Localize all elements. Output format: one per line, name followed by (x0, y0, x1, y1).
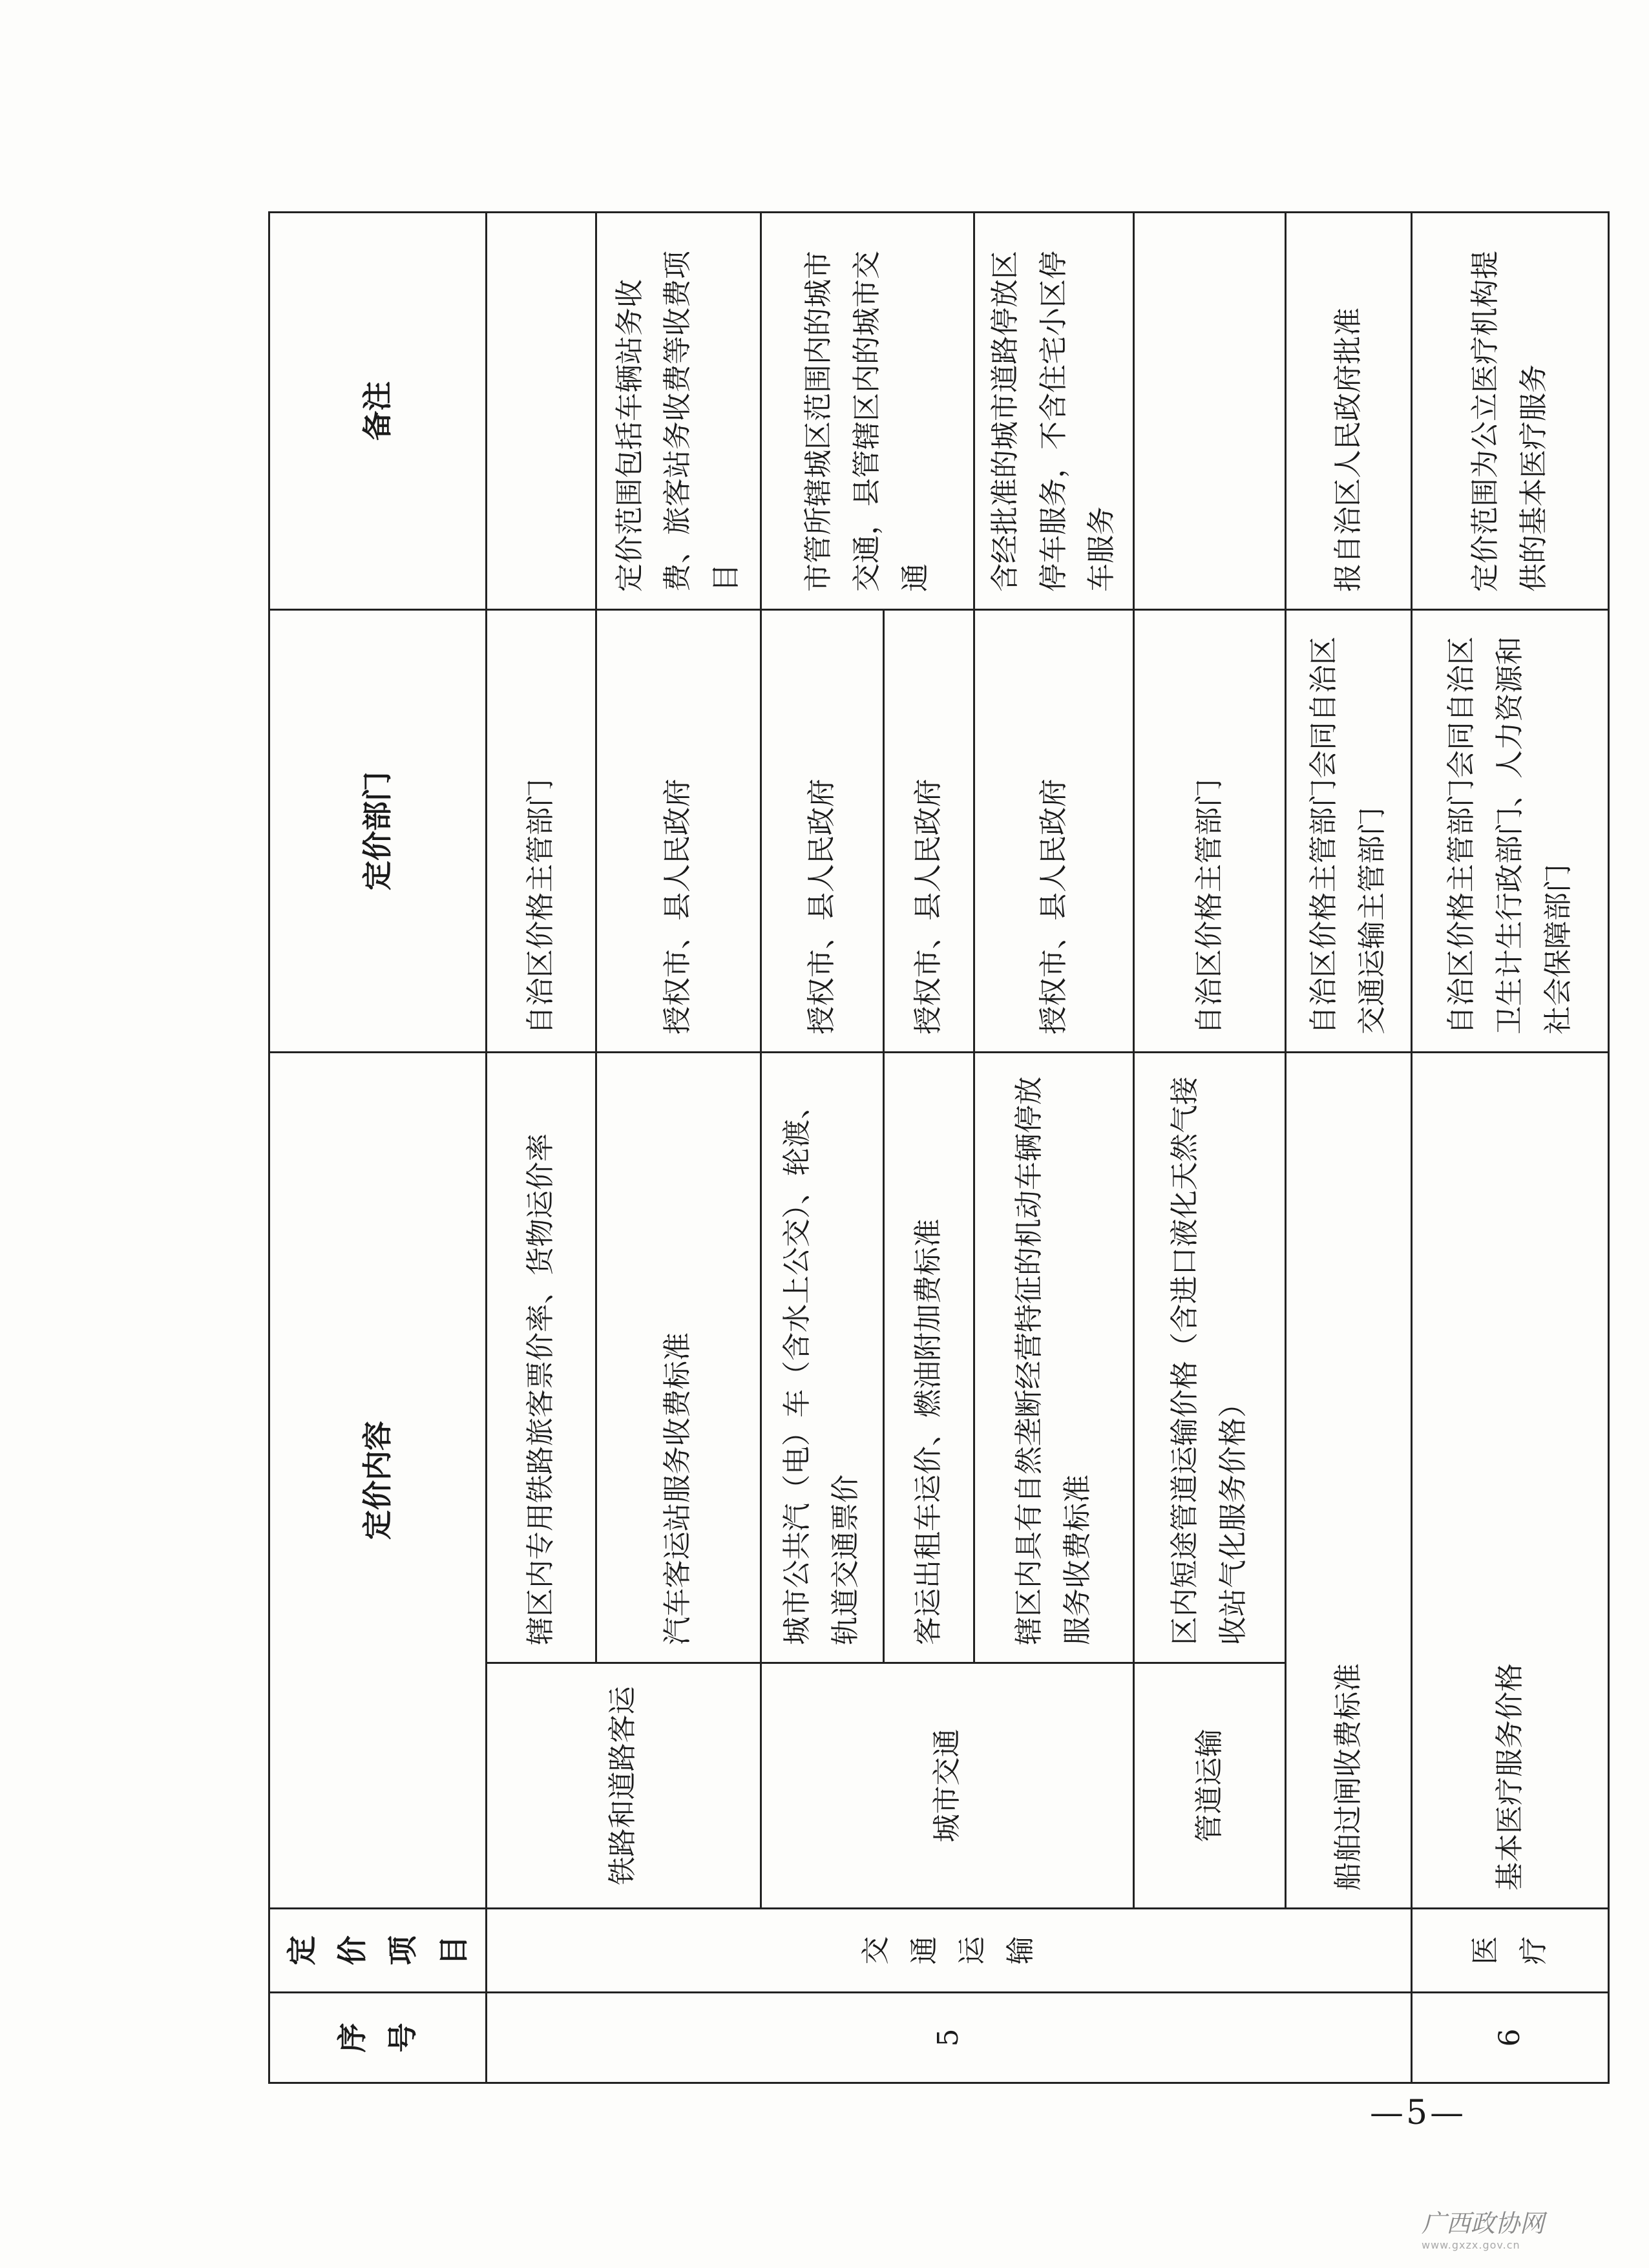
rail-note-1 (486, 212, 596, 609)
table-row (761, 212, 883, 2083)
pipeline-note (1134, 212, 1286, 609)
urban-dept-1: 授权市、县人民政府 (761, 609, 883, 1052)
rail-content-2: 汽车客运站服务收费标准 (596, 1052, 761, 1663)
urban-dept-3: 授权市、县人民政府 (974, 609, 1133, 1052)
rail-dept-1: 自治区价格主管部门 (486, 609, 596, 1052)
urban-note: 市管所辖城区范围内的城市交通，县管辖区内的城市交通 (761, 212, 974, 609)
header-content: 定价内容 (269, 1052, 487, 1908)
rotated-table-container (268, 213, 1575, 2084)
header-row (269, 212, 487, 2083)
pricing-table (268, 211, 1610, 2084)
pipeline-content: 区内短途管道运输价格（含进口液化天然气接收站气化服务价格） (1134, 1052, 1286, 1663)
watermark-url: www.gxzx.gov.cn (1422, 2239, 1520, 2251)
urban-content-2: 客运出租车运价、燃油附加费标准 (883, 1052, 974, 1663)
rail-content-1: 辖区内专用铁路旅客票价率、货物运价率 (486, 1052, 596, 1663)
table-row (486, 212, 596, 2083)
watermark-logo (1422, 2203, 1544, 2251)
header-note: 备注 (269, 212, 487, 609)
page-number: —5— (1370, 2094, 1467, 2132)
table-row (1412, 212, 1609, 2083)
ship-note: 报自治区人民政府批准 (1286, 212, 1412, 609)
section-6-item: 医疗 (1412, 1909, 1609, 1993)
watermark-text: 广西政协网 (1422, 2209, 1545, 2238)
urban-content-1: 城市公共汽（电）车（含水上公交）、轮渡、轨道交通票价 (761, 1052, 883, 1663)
section-6-no: 6 (1412, 1993, 1609, 2083)
rail-dept-2: 授权市、县人民政府 (596, 609, 761, 1052)
section-6-dept: 自治区价格主管部门会同自治区卫生计生行政部门、人力资源和社会保障部门 (1412, 609, 1609, 1052)
table-row (1286, 212, 1412, 2083)
section-6-content: 基本医疗服务价格 (1412, 1052, 1609, 1908)
ship-content: 船舶过闸收费标准 (1286, 1052, 1412, 1908)
header-dept: 定价部门 (269, 609, 487, 1052)
urban-dept-2: 授权市、县人民政府 (883, 609, 974, 1052)
section-6-note: 定价范围为公立医疗机构提供的基本医疗服务 (1412, 212, 1609, 609)
header-no: 序号 (269, 1993, 487, 2083)
urban-note-3: 含经批准的城市道路停放区停车服务，不含住宅小区停车服务 (974, 212, 1133, 609)
urban-label: 城市交通 (761, 1663, 1133, 1909)
rail-note-2: 定价范围包括车辆站务收费、旅客站务收费等收费项目 (596, 212, 761, 609)
pipeline-label: 管道运输 (1134, 1663, 1286, 1909)
section-5-item: 交通运输 (486, 1909, 1411, 1993)
pipeline-dept: 自治区价格主管部门 (1134, 609, 1286, 1052)
section-5-no: 5 (486, 1993, 1411, 2083)
table-row (1134, 212, 1286, 2083)
rail-label: 铁路和道路客运 (486, 1663, 761, 1909)
urban-content-3: 辖区内具有自然垄断经营特征的机动车辆停放服务收费标准 (974, 1052, 1133, 1663)
header-item: 定价项目 (269, 1909, 487, 1993)
ship-dept: 自治区价格主管部门会同自治区交通运输主管部门 (1286, 609, 1412, 1052)
